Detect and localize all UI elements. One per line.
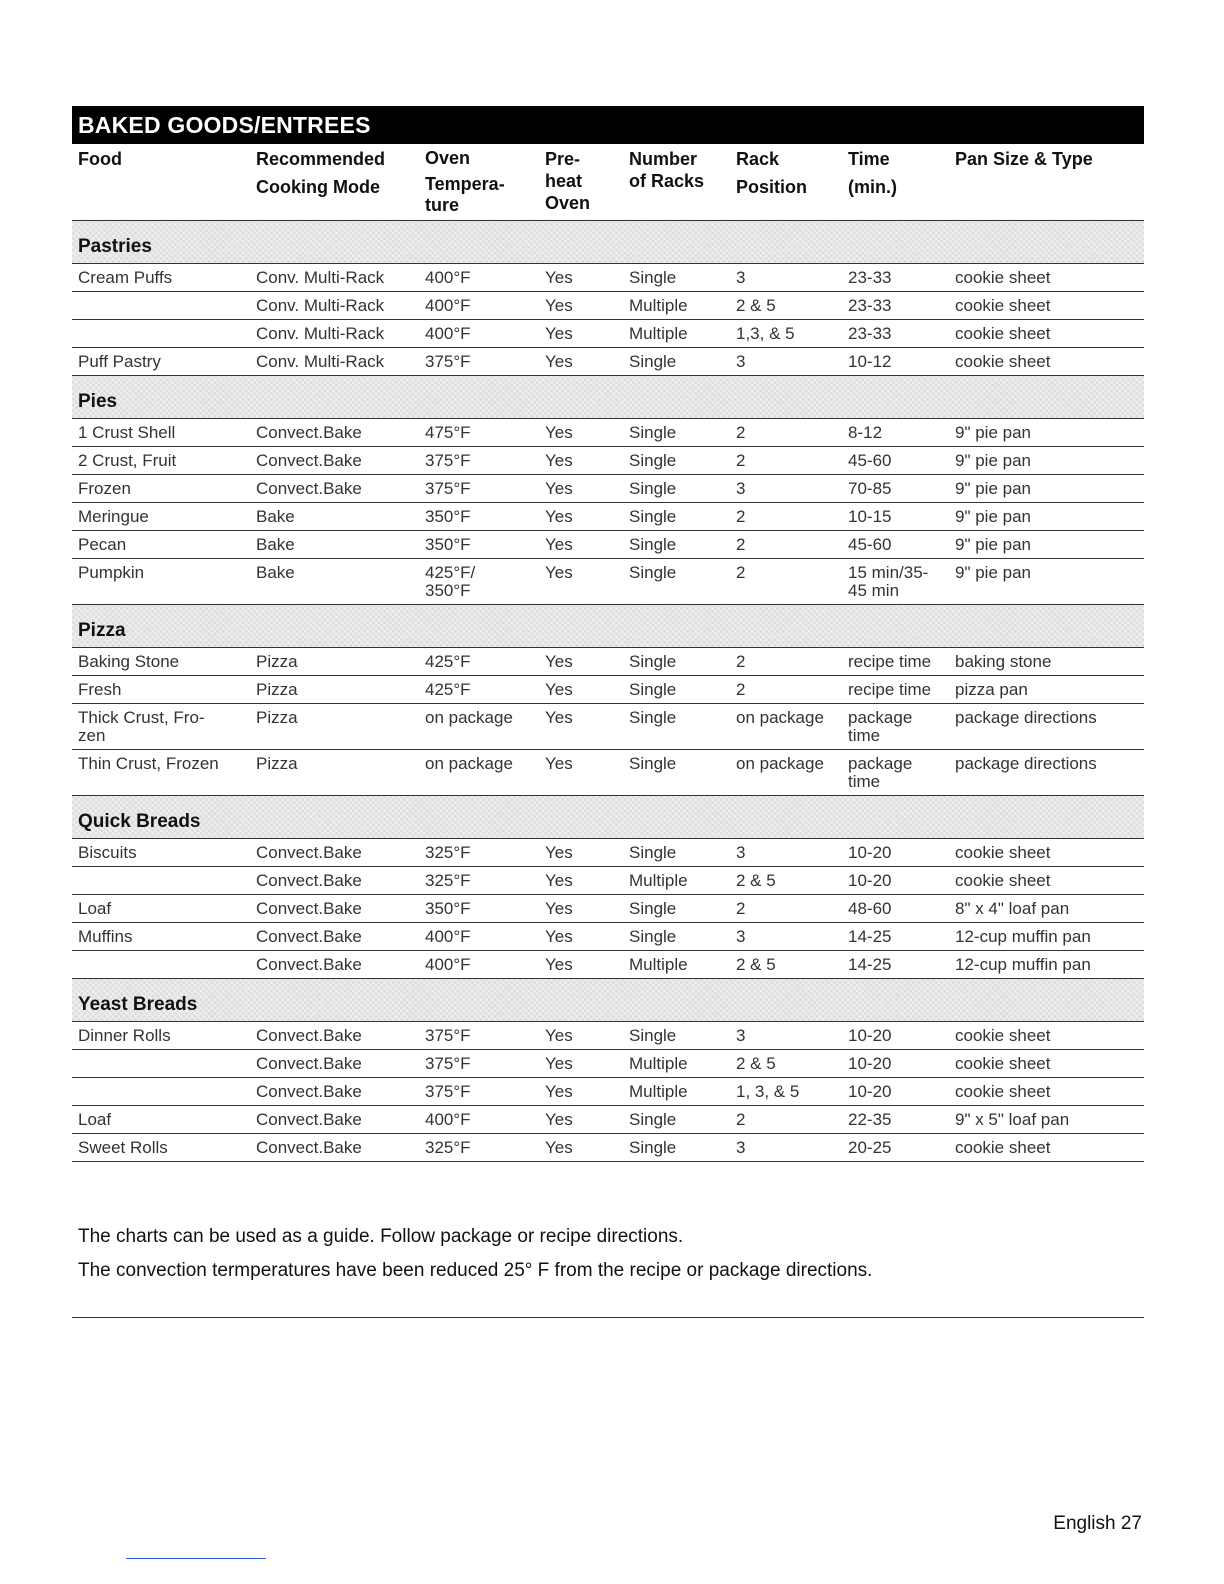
- cell-cooking-mode: Bake: [250, 559, 419, 605]
- cell-pan-size-type: cookie sheet: [949, 839, 1144, 867]
- cell-food: Thick Crust, Fro- zen: [72, 704, 250, 750]
- cell-rack-position: 2 & 5: [730, 951, 842, 979]
- table-row: [72, 1078, 1144, 1106]
- cell-preheat: Yes: [539, 676, 623, 704]
- table-title: BAKED GOODS/ENTREES: [72, 106, 1144, 144]
- notes: [78, 1220, 1138, 1288]
- cell-pan-size-type: 9" pie pan: [949, 447, 1144, 475]
- cell-cooking-mode: Convect.Bake: [250, 1050, 419, 1078]
- table-row: [72, 264, 1144, 292]
- cell-oven-temperature: 400°F: [419, 1106, 539, 1134]
- cell-oven-temperature: 400°F: [419, 951, 539, 979]
- cell-oven-temperature: 425°F: [419, 676, 539, 704]
- cell-preheat: Yes: [539, 320, 623, 348]
- table-row: [72, 559, 1144, 605]
- table-row: [72, 475, 1144, 503]
- cell-rack-position: 2: [730, 559, 842, 605]
- cell-number-of-racks: Single: [623, 475, 730, 503]
- cell-time: recipe time: [842, 648, 949, 676]
- cell-pan-size-type: cookie sheet: [949, 264, 1144, 292]
- cell-oven-temperature: 325°F: [419, 1134, 539, 1162]
- cell-food: Pumpkin: [72, 559, 250, 605]
- cell-preheat: Yes: [539, 559, 623, 605]
- section-row: [72, 605, 1144, 648]
- header-oven-temperature: Oven Tempera- ture: [419, 144, 539, 221]
- cell-preheat: Yes: [539, 923, 623, 951]
- table-row: [72, 447, 1144, 475]
- cell-time: 14-25: [842, 951, 949, 979]
- table-row: [72, 348, 1144, 376]
- cell-food: [72, 1078, 250, 1106]
- cell-oven-temperature: 375°F: [419, 447, 539, 475]
- cell-oven-temperature: 425°F/ 350°F: [419, 559, 539, 605]
- section-title: Yeast Breads: [72, 979, 1144, 1022]
- cell-oven-temperature: 375°F: [419, 1050, 539, 1078]
- cell-pan-size-type: cookie sheet: [949, 867, 1144, 895]
- cell-preheat: Yes: [539, 648, 623, 676]
- cell-oven-temperature: 375°F: [419, 1078, 539, 1106]
- table-row: [72, 320, 1144, 348]
- cell-pan-size-type: cookie sheet: [949, 1050, 1144, 1078]
- cell-rack-position: 1, 3, & 5: [730, 1078, 842, 1106]
- cell-food: 2 Crust, Fruit: [72, 447, 250, 475]
- cell-pan-size-type: 12-cup muffin pan: [949, 951, 1144, 979]
- cell-preheat: Yes: [539, 839, 623, 867]
- cell-pan-size-type: 9" pie pan: [949, 531, 1144, 559]
- cell-cooking-mode: Convect.Bake: [250, 475, 419, 503]
- cell-food: Frozen: [72, 475, 250, 503]
- cell-preheat: Yes: [539, 867, 623, 895]
- cell-preheat: Yes: [539, 1106, 623, 1134]
- cell-pan-size-type: cookie sheet: [949, 1134, 1144, 1162]
- cell-time: 22-35: [842, 1106, 949, 1134]
- table-row: [72, 419, 1144, 447]
- cell-time: 23-33: [842, 320, 949, 348]
- cell-preheat: Yes: [539, 704, 623, 750]
- cell-food: [72, 867, 250, 895]
- cell-oven-temperature: on package: [419, 704, 539, 750]
- cell-number-of-racks: Single: [623, 704, 730, 750]
- table-row: [72, 1134, 1144, 1162]
- cell-number-of-racks: Multiple: [623, 1050, 730, 1078]
- cell-rack-position: 2: [730, 648, 842, 676]
- cell-food: [72, 951, 250, 979]
- baked-goods-table: [72, 144, 1144, 1162]
- cell-preheat: Yes: [539, 1022, 623, 1050]
- cell-preheat: Yes: [539, 475, 623, 503]
- table-row: [72, 867, 1144, 895]
- cell-cooking-mode: Convect.Bake: [250, 1106, 419, 1134]
- cell-number-of-racks: Multiple: [623, 1078, 730, 1106]
- cell-food: [72, 292, 250, 320]
- cell-number-of-racks: Single: [623, 750, 730, 796]
- header-rack-position: Rack Position: [730, 144, 842, 221]
- cell-cooking-mode: Convect.Bake: [250, 447, 419, 475]
- cell-oven-temperature: 350°F: [419, 531, 539, 559]
- table-row: [72, 839, 1144, 867]
- cell-number-of-racks: Multiple: [623, 867, 730, 895]
- cell-time: 45-60: [842, 531, 949, 559]
- header-time: Time (min.): [842, 144, 949, 221]
- cell-pan-size-type: 9" pie pan: [949, 503, 1144, 531]
- cell-rack-position: 2: [730, 447, 842, 475]
- cell-number-of-racks: Single: [623, 648, 730, 676]
- cell-food: [72, 1050, 250, 1078]
- cell-number-of-racks: Single: [623, 264, 730, 292]
- table-row: [72, 676, 1144, 704]
- cell-pan-size-type: package directions: [949, 750, 1144, 796]
- cell-oven-temperature: 475°F: [419, 419, 539, 447]
- cell-rack-position: 2: [730, 531, 842, 559]
- cell-time: 10-12: [842, 348, 949, 376]
- cell-oven-temperature: 400°F: [419, 320, 539, 348]
- cell-cooking-mode: Convect.Bake: [250, 1078, 419, 1106]
- cell-pan-size-type: cookie sheet: [949, 320, 1144, 348]
- cell-time: 10-20: [842, 1050, 949, 1078]
- cell-pan-size-type: 9" pie pan: [949, 475, 1144, 503]
- section-title: Quick Breads: [72, 796, 1144, 839]
- cell-rack-position: 2 & 5: [730, 1050, 842, 1078]
- cell-food: Fresh: [72, 676, 250, 704]
- cell-number-of-racks: Single: [623, 1106, 730, 1134]
- table-body: [72, 221, 1144, 1162]
- bottom-rule: [72, 1317, 1144, 1318]
- cell-time: 8-12: [842, 419, 949, 447]
- table-row: [72, 895, 1144, 923]
- table-row: [72, 503, 1144, 531]
- section-title: Pizza: [72, 605, 1144, 648]
- header-food: Food: [72, 144, 250, 221]
- cell-pan-size-type: cookie sheet: [949, 292, 1144, 320]
- cell-time: recipe time: [842, 676, 949, 704]
- table-row: [72, 1106, 1144, 1134]
- cell-number-of-racks: Single: [623, 1134, 730, 1162]
- cell-number-of-racks: Single: [623, 895, 730, 923]
- cell-food: 1 Crust Shell: [72, 419, 250, 447]
- section-title: Pies: [72, 376, 1144, 419]
- cell-preheat: Yes: [539, 503, 623, 531]
- cell-time: package time: [842, 750, 949, 796]
- cell-cooking-mode: Conv. Multi-Rack: [250, 320, 419, 348]
- header-number-of-racks: Number of Racks: [623, 144, 730, 221]
- cell-food: Puff Pastry: [72, 348, 250, 376]
- cell-rack-position: 2: [730, 895, 842, 923]
- cell-oven-temperature: 350°F: [419, 503, 539, 531]
- cell-pan-size-type: 12-cup muffin pan: [949, 923, 1144, 951]
- cell-time: 23-33: [842, 292, 949, 320]
- cell-preheat: Yes: [539, 348, 623, 376]
- header-pan-size-type: Pan Size & Type: [949, 144, 1144, 221]
- cell-food: Baking Stone: [72, 648, 250, 676]
- cell-rack-position: 3: [730, 1134, 842, 1162]
- cell-preheat: Yes: [539, 1050, 623, 1078]
- cell-pan-size-type: package directions: [949, 704, 1144, 750]
- cell-preheat: Yes: [539, 419, 623, 447]
- cell-rack-position: on package: [730, 704, 842, 750]
- cell-time: 10-20: [842, 839, 949, 867]
- cell-number-of-racks: Single: [623, 676, 730, 704]
- cell-rack-position: 3: [730, 264, 842, 292]
- table-row: [72, 923, 1144, 951]
- cell-rack-position: 2 & 5: [730, 867, 842, 895]
- cell-food: Biscuits: [72, 839, 250, 867]
- table-row: [72, 648, 1144, 676]
- header-cooking-mode: Recommended Cooking Mode: [250, 144, 419, 221]
- cell-oven-temperature: 325°F: [419, 839, 539, 867]
- cell-preheat: Yes: [539, 895, 623, 923]
- cell-oven-temperature: 375°F: [419, 475, 539, 503]
- cell-cooking-mode: Conv. Multi-Rack: [250, 348, 419, 376]
- cell-oven-temperature: 350°F: [419, 895, 539, 923]
- cell-cooking-mode: Bake: [250, 503, 419, 531]
- cell-pan-size-type: pizza pan: [949, 676, 1144, 704]
- table-row: [72, 704, 1144, 750]
- cell-cooking-mode: Convect.Bake: [250, 923, 419, 951]
- cell-rack-position: 2: [730, 503, 842, 531]
- cell-pan-size-type: cookie sheet: [949, 1022, 1144, 1050]
- cell-cooking-mode: Pizza: [250, 750, 419, 796]
- table-row: [72, 292, 1144, 320]
- cell-rack-position: 3: [730, 1022, 842, 1050]
- note-guide: The charts can be used as a guide. Follow package or recipe directions.: [78, 1226, 684, 1247]
- note-convection: The convection termperatures have been reduced 25° F from the recipe or package directions.: [78, 1260, 873, 1281]
- cell-food: Meringue: [72, 503, 250, 531]
- section-title: Pastries: [72, 221, 1144, 264]
- cell-pan-size-type: 8" x 4" loaf pan: [949, 895, 1144, 923]
- cell-oven-temperature: on package: [419, 750, 539, 796]
- cell-rack-position: 3: [730, 475, 842, 503]
- cell-number-of-racks: Multiple: [623, 320, 730, 348]
- margin-mark: [126, 1558, 266, 1559]
- cell-oven-temperature: 425°F: [419, 648, 539, 676]
- cell-food: Thin Crust, Frozen: [72, 750, 250, 796]
- cell-cooking-mode: Convect.Bake: [250, 1022, 419, 1050]
- cell-time: 48-60: [842, 895, 949, 923]
- cell-rack-position: 2: [730, 419, 842, 447]
- cell-number-of-racks: Single: [623, 1022, 730, 1050]
- cell-time: 45-60: [842, 447, 949, 475]
- cell-preheat: Yes: [539, 1078, 623, 1106]
- cell-rack-position: 2: [730, 1106, 842, 1134]
- cell-food: Muffins: [72, 923, 250, 951]
- cell-cooking-mode: Conv. Multi-Rack: [250, 264, 419, 292]
- cell-time: 10-20: [842, 867, 949, 895]
- cell-cooking-mode: Convect.Bake: [250, 839, 419, 867]
- cell-number-of-racks: Single: [623, 923, 730, 951]
- cell-cooking-mode: Pizza: [250, 648, 419, 676]
- cell-time: 10-15: [842, 503, 949, 531]
- cell-number-of-racks: Single: [623, 447, 730, 475]
- cell-time: 23-33: [842, 264, 949, 292]
- section-row: [72, 376, 1144, 419]
- cell-time: 20-25: [842, 1134, 949, 1162]
- cell-oven-temperature: 400°F: [419, 264, 539, 292]
- cell-cooking-mode: Convect.Bake: [250, 419, 419, 447]
- cell-pan-size-type: 9" pie pan: [949, 419, 1144, 447]
- cell-pan-size-type: cookie sheet: [949, 348, 1144, 376]
- cell-pan-size-type: baking stone: [949, 648, 1144, 676]
- section-row: [72, 979, 1144, 1022]
- cell-rack-position: 3: [730, 923, 842, 951]
- cell-oven-temperature: 400°F: [419, 292, 539, 320]
- cell-oven-temperature: 325°F: [419, 867, 539, 895]
- cell-time: 70-85: [842, 475, 949, 503]
- cell-pan-size-type: 9" x 5" loaf pan: [949, 1106, 1144, 1134]
- cell-number-of-racks: Single: [623, 419, 730, 447]
- cell-oven-temperature: 375°F: [419, 348, 539, 376]
- cell-number-of-racks: Single: [623, 348, 730, 376]
- cell-rack-position: 3: [730, 839, 842, 867]
- cell-preheat: Yes: [539, 951, 623, 979]
- cell-oven-temperature: 400°F: [419, 923, 539, 951]
- section-row: [72, 221, 1144, 264]
- cell-food: Dinner Rolls: [72, 1022, 250, 1050]
- cell-preheat: Yes: [539, 447, 623, 475]
- cell-rack-position: 1,3, & 5: [730, 320, 842, 348]
- cell-food: [72, 320, 250, 348]
- cell-rack-position: 2 & 5: [730, 292, 842, 320]
- cell-food: Loaf: [72, 1106, 250, 1134]
- cell-time: 15 min/35- 45 min: [842, 559, 949, 605]
- cell-number-of-racks: Single: [623, 503, 730, 531]
- cell-rack-position: 2: [730, 676, 842, 704]
- cell-food: Pecan: [72, 531, 250, 559]
- cell-time: 10-20: [842, 1022, 949, 1050]
- cell-time: 14-25: [842, 923, 949, 951]
- cell-food: Cream Puffs: [72, 264, 250, 292]
- cell-rack-position: 3: [730, 348, 842, 376]
- cell-pan-size-type: cookie sheet: [949, 1078, 1144, 1106]
- cell-preheat: Yes: [539, 531, 623, 559]
- cell-cooking-mode: Conv. Multi-Rack: [250, 292, 419, 320]
- cell-food: Sweet Rolls: [72, 1134, 250, 1162]
- table-row: [72, 951, 1144, 979]
- cell-cooking-mode: Pizza: [250, 704, 419, 750]
- cell-cooking-mode: Convect.Bake: [250, 951, 419, 979]
- cell-pan-size-type: 9" pie pan: [949, 559, 1144, 605]
- cell-preheat: Yes: [539, 264, 623, 292]
- cell-preheat: Yes: [539, 750, 623, 796]
- table-row: [72, 750, 1144, 796]
- cell-cooking-mode: Convect.Bake: [250, 1134, 419, 1162]
- cell-number-of-racks: Multiple: [623, 292, 730, 320]
- header-row: [72, 144, 1144, 221]
- cell-number-of-racks: Multiple: [623, 951, 730, 979]
- table-row: [72, 531, 1144, 559]
- cell-cooking-mode: Pizza: [250, 676, 419, 704]
- cell-rack-position: on package: [730, 750, 842, 796]
- cell-number-of-racks: Single: [623, 839, 730, 867]
- cell-number-of-racks: Single: [623, 559, 730, 605]
- table-row: [72, 1050, 1144, 1078]
- cell-time: package time: [842, 704, 949, 750]
- section-row: [72, 796, 1144, 839]
- cell-number-of-racks: Single: [623, 531, 730, 559]
- cell-oven-temperature: 375°F: [419, 1022, 539, 1050]
- cell-preheat: Yes: [539, 292, 623, 320]
- cell-preheat: Yes: [539, 1134, 623, 1162]
- header-preheat-oven: Pre- heat Oven: [539, 144, 623, 221]
- cell-cooking-mode: Bake: [250, 531, 419, 559]
- cell-cooking-mode: Convect.Bake: [250, 867, 419, 895]
- cell-food: Loaf: [72, 895, 250, 923]
- cell-cooking-mode: Convect.Bake: [250, 895, 419, 923]
- page-number: English 27: [1053, 1513, 1142, 1534]
- table-row: [72, 1022, 1144, 1050]
- cell-time: 10-20: [842, 1078, 949, 1106]
